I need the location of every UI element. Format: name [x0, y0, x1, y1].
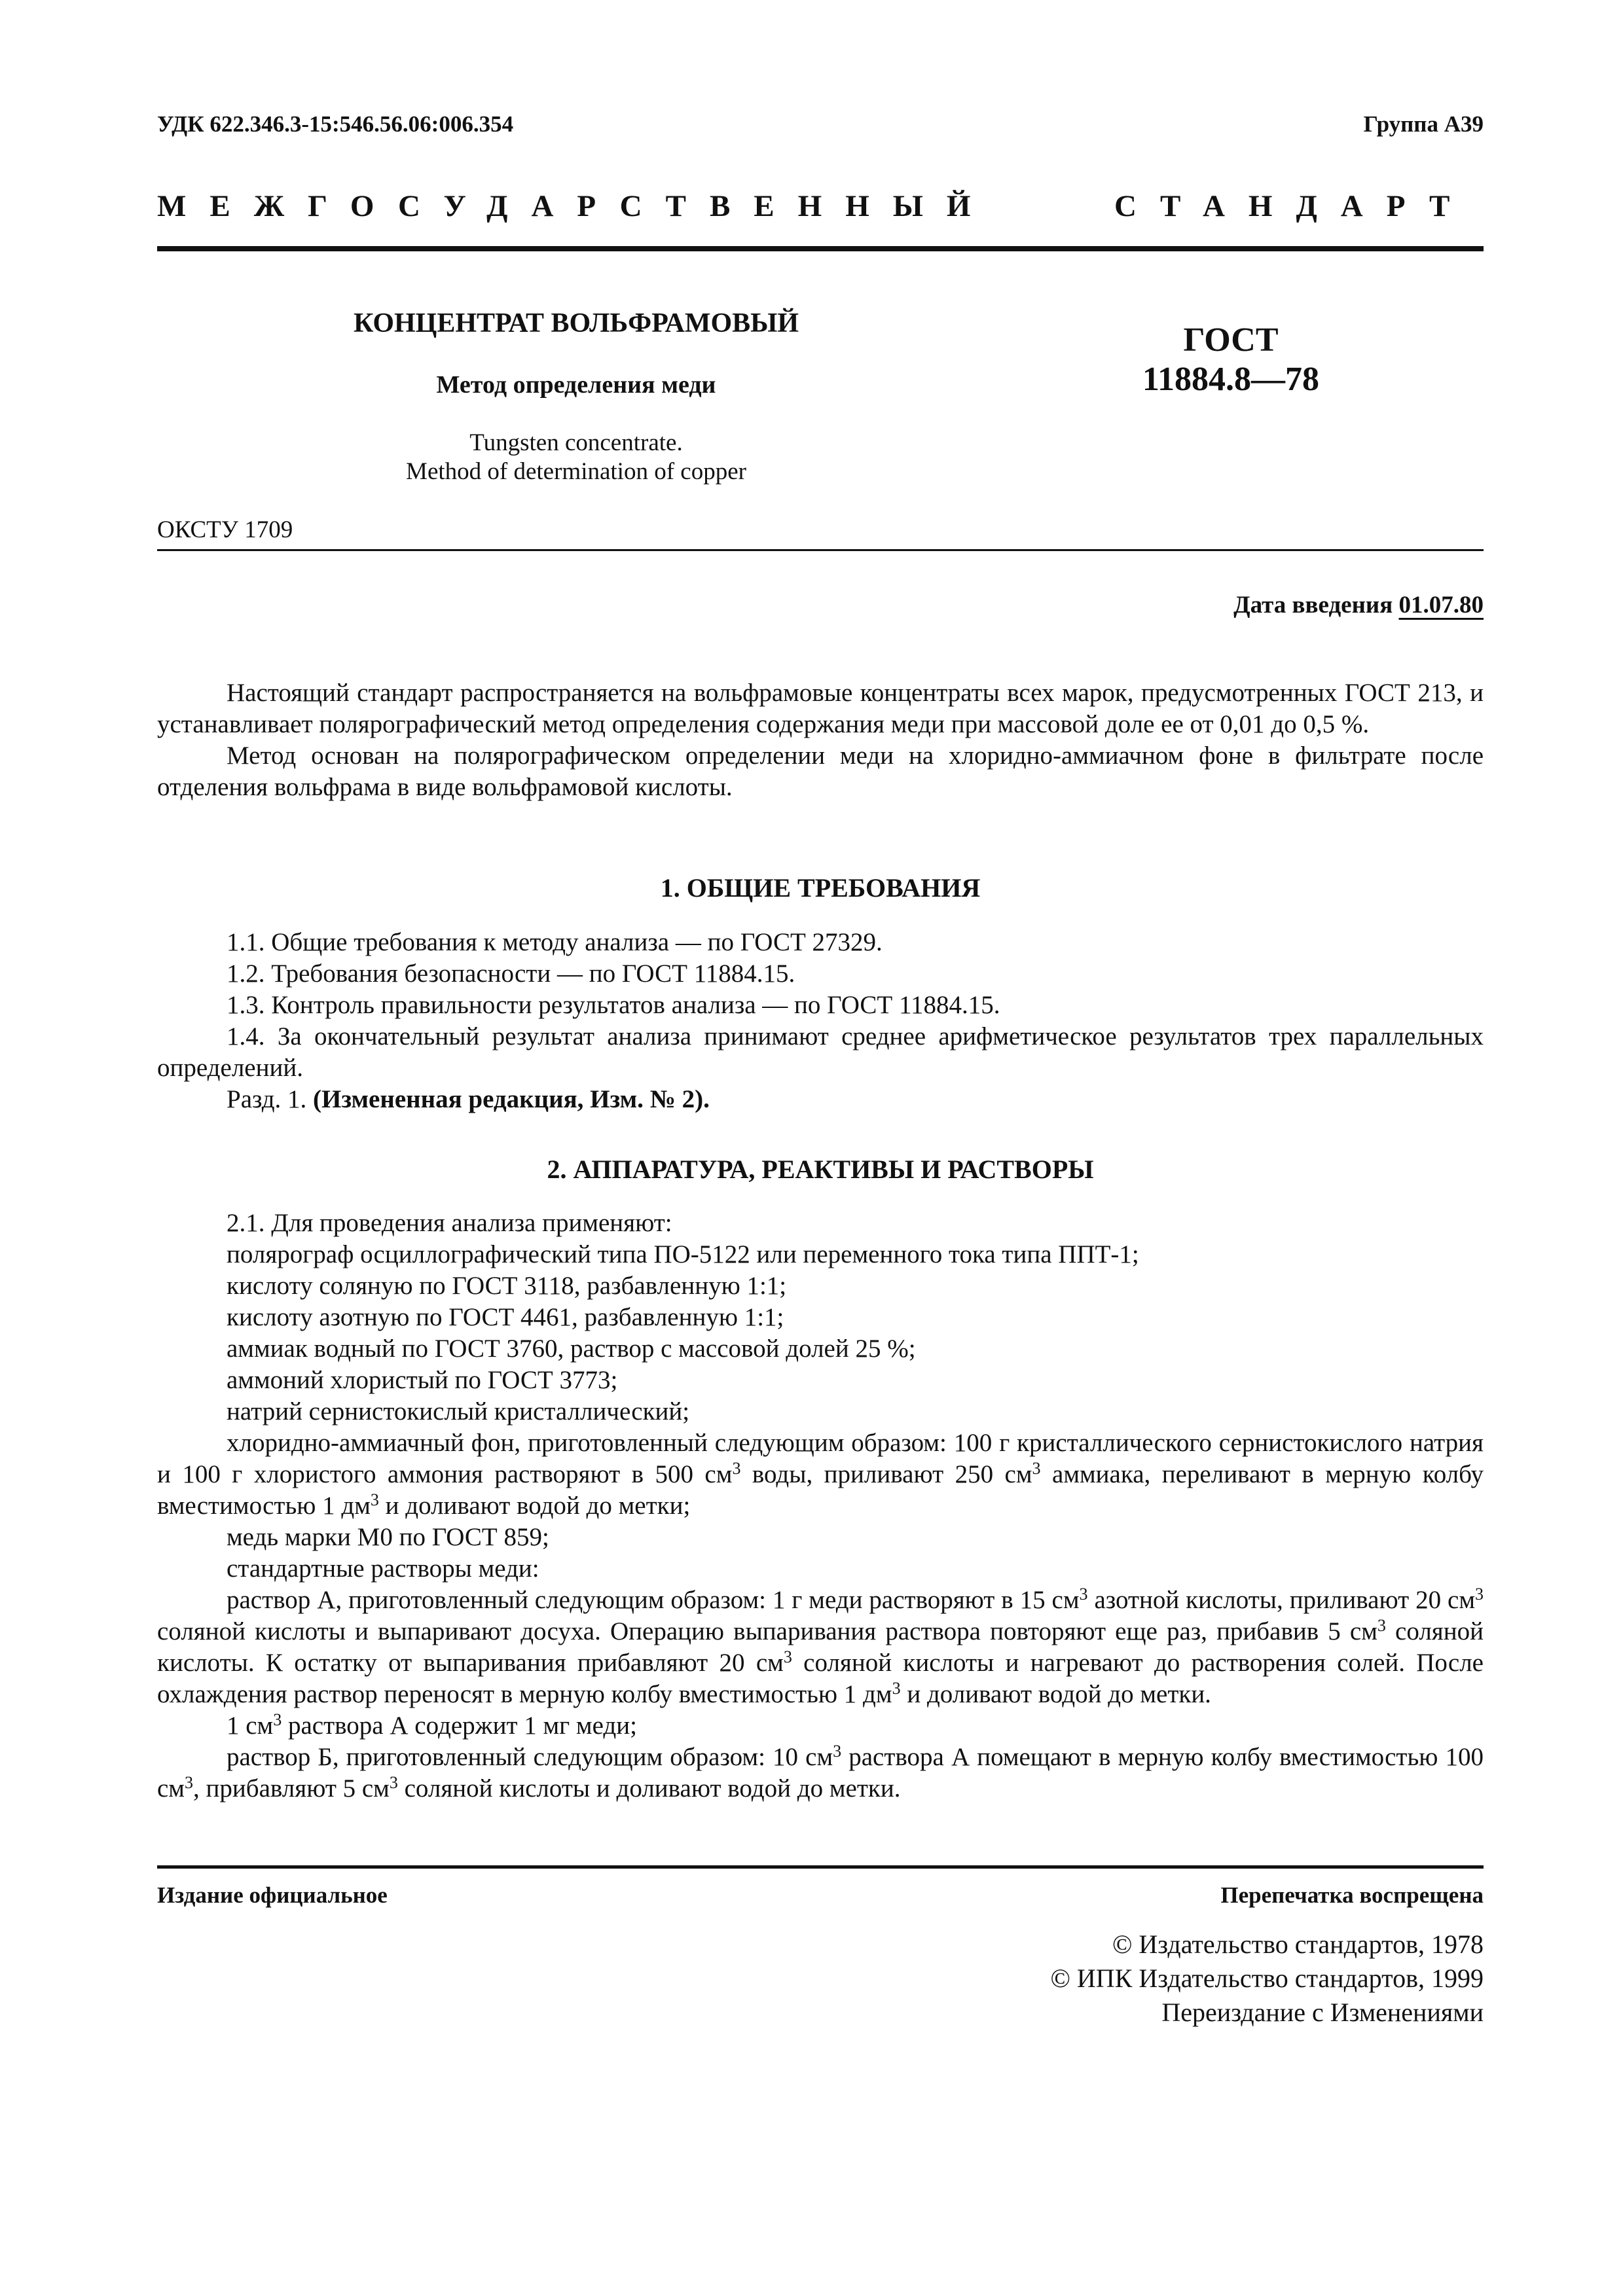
- banner-left-word: МЕЖГОСУДАРСТВЕННЫЙ: [157, 189, 994, 223]
- intro-text: [157, 677, 1484, 803]
- title-rule: [157, 549, 1484, 551]
- amendment-bold: (Измененная редакция, Изм. № 2).: [313, 1085, 710, 1113]
- banner-right-word: СТАНДАРТ: [1114, 189, 1474, 223]
- intro-paragraph-1: Настоящий стандарт распространяется на вольфрамовые концентраты всех марок, предусмотренных ГОСТ 213, и устанавливает полярографический метод определения содержания меди при массовой доле ее от 0,01 до 0,5 %.: [157, 679, 1484, 738]
- item-hydrochloric-acid: кислоту соляную по ГОСТ 3118, разбавленную 1:1;: [227, 1272, 787, 1300]
- item-sodium-sulfite: натрий сернистокислый кристаллический;: [227, 1397, 690, 1426]
- gost-label: ГОСТ: [1183, 321, 1279, 359]
- okstu-code: ОКСТУ 1709: [157, 516, 293, 543]
- item-solution-b: раствор Б, приготовленный следующим образом: 10 $см^3$ раствора А помещают в мерную колбу вместимостью 100 $см^3$, прибавляют 5 $см^3$ соляной кислоты и доливают водой до метки.: [157, 1742, 1484, 1803]
- clause-1-2: 1.2. Требования безопасности — по ГОСТ 11884.15.: [227, 960, 795, 988]
- item-background-solution: хлоридно-аммиачный фон, приготовленный следующим образом: 100 г кристаллического сернистокислого натрия и 100 г хлористого аммония растворяют в 500 $см^3$ воды, приливают 250 $см^3$ аммиака, переливают в мерную колбу вместимостью 1 $дм^3$ и доливают водой до метки;: [157, 1429, 1484, 1520]
- gost-designation: [1048, 321, 1414, 399]
- item-standard-solutions: стандартные растворы меди:: [227, 1554, 539, 1583]
- english-title: [249, 429, 903, 486]
- item-ammonia: аммиак водный по ГОСТ 3760, раствор с массовой долей 25 %;: [227, 1335, 916, 1363]
- item-solution-a: раствор А, приготовленный следующим образом: 1 г меди растворяют в 15 $см^3$ азотной кислоты, приливают 20 $см^3$ соляной кислоты и выпаривают досуха. Операцию выпаривания раствора повторяют еще раз, прибавив 5 $см^3$ соляной кислоты. К остатку от выпаривания прибавляют 20 $см^3$ соляной кислоты и нагревают до растворения солей. После охлаждения раствор переносят в мерную колбу вместимостью 1 $дм^3$ и доливают водой до метки.: [157, 1585, 1484, 1708]
- clause-1-1: 1.1. Общие требования к методу анализа — по ГОСТ 27329.: [227, 928, 883, 956]
- section-2-text: [157, 1208, 1484, 1804]
- amendment-note: [157, 1084, 1484, 1115]
- item-polarograph: полярограф осциллографический типа ПО-5122 или переменного тока типа ППТ-1;: [227, 1240, 1139, 1268]
- intro-paragraph-2: Метод основан на полярографическом определении меди на хлоридно-аммиачном фоне в фильтрате после отделения вольфрама в виде вольфрамовой кислоты.: [157, 742, 1484, 801]
- copyright-1999: © ИПК Издательство стандартов, 1999: [1050, 1964, 1484, 1993]
- reissue-note: Переиздание с Изменениями: [1161, 1998, 1484, 2027]
- date-value: 01.07.80: [1398, 592, 1484, 619]
- item-ammonium-chloride: аммоний хлористый по ГОСТ 3773;: [227, 1366, 618, 1394]
- item-nitric-acid: кислоту азотную по ГОСТ 4461, разбавленную 1:1;: [227, 1303, 784, 1331]
- section-1-text: [157, 927, 1484, 1115]
- clause-1-3: 1.3. Контроль правильности результатов анализа — по ГОСТ 11884.15.: [227, 991, 1000, 1019]
- english-title-line-1: Tungsten concentrate.: [469, 429, 683, 456]
- copyright-block: [1051, 1928, 1484, 2030]
- group-code: Группа А39: [1363, 111, 1484, 137]
- item-solution-a-content: 1 $см^3$ раствора А содержит 1 мг меди;: [227, 1710, 637, 1740]
- reprint-prohibited: Перепечатка воспрещена: [1220, 1882, 1484, 1908]
- footer-rule: [157, 1865, 1484, 1869]
- standard-banner: [157, 188, 1484, 224]
- date-label: Дата введения: [1233, 592, 1393, 619]
- amendment-prefix: Разд. 1.: [227, 1085, 307, 1113]
- gost-number: 11884.8—78: [1142, 361, 1320, 398]
- copyright-1978: © Издательство стандартов, 1978: [1112, 1929, 1484, 1959]
- document-subtitle: Метод определения меди: [436, 371, 716, 399]
- document-title: КОНЦЕНТРАТ ВОЛЬФРАМОВЫЙ: [353, 308, 799, 338]
- udk-code: УДК 622.346.3-15:546.56.06:006.354: [157, 111, 514, 137]
- effective-date: [1233, 591, 1484, 619]
- item-copper: медь марки М0 по ГОСТ 859;: [227, 1523, 549, 1551]
- clause-1-4: 1.4. За окончательный результат анализа принимают среднее арифметическое результатов трех параллельных определений.: [157, 1022, 1484, 1082]
- clause-2-1: 2.1. Для проведения анализа применяют:: [227, 1209, 672, 1237]
- section-2-heading: 2. АППАРАТУРА, РЕАКТИВЫ И РАСТВОРЫ: [547, 1155, 1094, 1184]
- official-edition: Издание официальное: [157, 1882, 388, 1908]
- section-1-heading: 1. ОБЩИЕ ТРЕБОВАНИЯ: [660, 873, 981, 903]
- english-title-line-2: Method of determination of copper: [406, 458, 746, 485]
- header-rule: [157, 246, 1484, 251]
